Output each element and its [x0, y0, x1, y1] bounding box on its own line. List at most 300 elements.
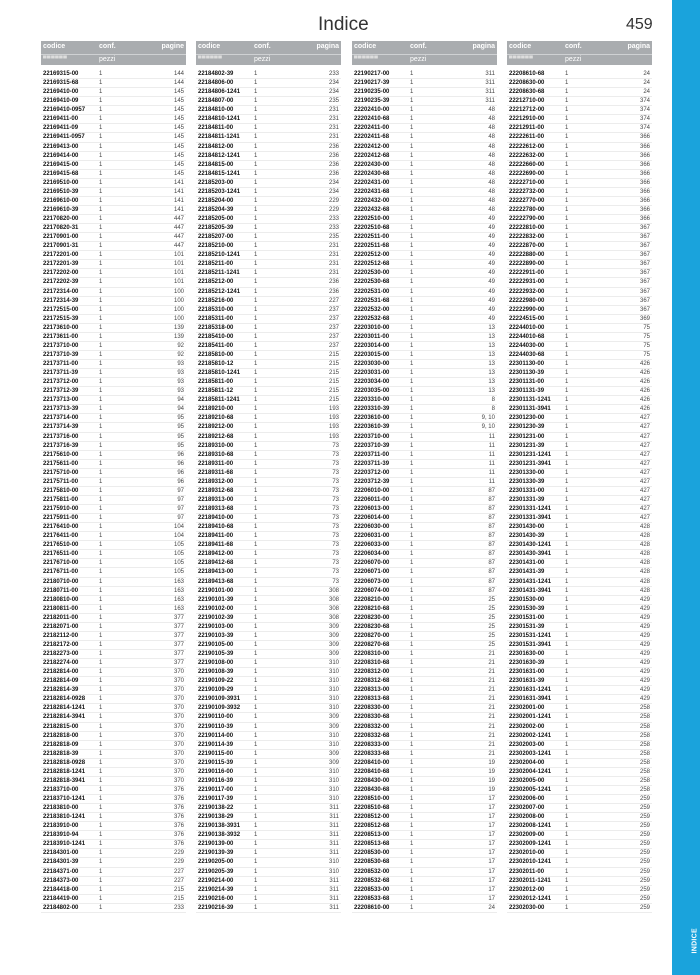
item-code: 22208510-68	[354, 805, 390, 812]
item-code: 22301431-00	[509, 560, 545, 567]
table-row	[196, 106, 341, 115]
page-ref: 100	[173, 288, 184, 295]
item-code: 22190109-3932	[198, 705, 241, 712]
page-ref: 193	[328, 424, 339, 431]
page-ref: 21	[488, 741, 495, 748]
pack-qty: 1	[99, 161, 103, 168]
page-ref: 310	[328, 859, 339, 866]
item-code: 22301231-3941	[509, 460, 552, 467]
page-ref: 370	[173, 678, 184, 685]
item-code: 22190102-39	[198, 614, 234, 621]
page-ref: 13	[488, 342, 495, 349]
pack-qty: 1	[410, 306, 414, 313]
table-row	[507, 478, 652, 487]
page-ref: 21	[488, 651, 495, 657]
table-row	[41, 895, 186, 904]
page-ref: 428	[639, 569, 650, 576]
table-row	[352, 206, 497, 215]
page-ref: 258	[639, 741, 650, 748]
pack-qty: 1	[410, 877, 414, 884]
page-ref: 8	[491, 406, 495, 413]
table-row	[352, 723, 497, 732]
table-row	[41, 333, 186, 342]
item-code: 22301531-3941	[509, 641, 552, 648]
page-ref: 309	[328, 750, 339, 757]
table-row	[352, 523, 497, 532]
table-row	[507, 686, 652, 695]
pack-qty: 1	[254, 506, 258, 512]
pack-qty: 1	[254, 904, 258, 911]
pack-qty: 1	[565, 841, 569, 848]
page-ref: 17	[488, 886, 495, 893]
pack-qty: 1	[254, 678, 258, 685]
item-code: 22208630-00	[509, 80, 545, 87]
item-code: 22301330-39	[509, 478, 545, 485]
item-code: 22302010-1241	[509, 859, 552, 866]
pack-qty: 1	[254, 370, 258, 377]
pack-qty: 1	[410, 678, 414, 685]
table-row	[352, 868, 497, 877]
table-row	[352, 478, 497, 487]
pack-qty: 1	[99, 234, 103, 241]
page-ref: 231	[328, 134, 339, 141]
page-ref: 308	[328, 587, 339, 594]
item-code: 22301230-39	[509, 424, 545, 431]
item-code: 22189311-68	[198, 469, 234, 476]
pack-qty: 1	[565, 859, 569, 866]
table-row	[196, 750, 341, 759]
page-ref: 96	[177, 451, 184, 458]
pack-qty: 1	[410, 288, 414, 295]
item-code: 22208530-00	[354, 850, 390, 857]
pack-qty: 1	[410, 442, 414, 449]
table-row	[41, 197, 186, 206]
page-ref: 101	[173, 279, 184, 286]
table-row	[507, 886, 652, 895]
table-row	[196, 858, 341, 867]
pack-qty: 1	[565, 125, 569, 132]
table-row	[41, 777, 186, 786]
item-code: 22222732-00	[509, 188, 545, 195]
column-subheader	[41, 54, 186, 65]
table-row	[507, 668, 652, 677]
pack-qty: 1	[254, 252, 258, 259]
pack-qty: 1	[410, 759, 414, 766]
table-row	[196, 587, 341, 596]
table-row	[352, 433, 497, 442]
pack-qty: 1	[99, 515, 103, 522]
item-code: 22172202-39	[43, 279, 79, 286]
table-row	[196, 514, 341, 523]
table-row	[41, 387, 186, 396]
page-ref: 193	[328, 415, 339, 422]
page-ref: 163	[173, 587, 184, 594]
page-ref: 21	[488, 723, 495, 730]
item-code: 22301130-00	[509, 361, 545, 367]
pack-qty: 1	[565, 496, 569, 503]
table-row	[196, 704, 341, 713]
item-code: 22185212-1241	[198, 288, 241, 295]
pack-qty: 1	[565, 397, 569, 404]
page-ref: 376	[173, 814, 184, 821]
item-code: 22302007-00	[509, 805, 545, 812]
item-code: 22184811-1241	[198, 134, 240, 141]
page-ref: 13	[488, 370, 495, 377]
table-row	[352, 605, 497, 614]
page-ref: 367	[639, 270, 650, 277]
table-row	[41, 886, 186, 895]
page-ref: 21	[488, 687, 495, 694]
pack-qty: 1	[565, 524, 569, 531]
item-code: 22173710-00	[43, 342, 79, 349]
table-row	[507, 315, 652, 324]
pack-qty: 1	[254, 850, 258, 857]
pack-qty: 1	[99, 841, 103, 848]
table-row	[196, 686, 341, 695]
pack-qty: 1	[565, 696, 569, 703]
page-ref: 236	[328, 143, 339, 150]
table-row	[507, 387, 652, 396]
table-row	[507, 541, 652, 550]
table-row	[41, 133, 186, 142]
side-tab-label: INDICE	[692, 928, 699, 954]
page-ref: 73	[332, 578, 339, 585]
table-row	[507, 868, 652, 877]
pack-qty: 1	[99, 333, 103, 340]
item-code: 22170901-00	[43, 234, 79, 241]
page-ref: 231	[328, 270, 339, 277]
page-ref: 259	[639, 814, 650, 821]
item-code: 22182818-1241	[43, 768, 86, 775]
item-code: 22169413-00	[43, 143, 79, 150]
item-code: 22183910-00	[43, 823, 79, 830]
page-ref: 25	[488, 623, 495, 630]
pack-qty: 1	[565, 814, 569, 821]
table-row	[196, 804, 341, 813]
item-code: 22169610-39	[43, 206, 79, 213]
page-ref: 426	[639, 361, 650, 367]
page-ref: 87	[488, 587, 495, 594]
table-row	[507, 79, 652, 88]
table-row	[352, 568, 497, 577]
header-conf-sub: pezzi	[254, 56, 271, 63]
pack-qty: 1	[565, 188, 569, 195]
page-ref: 310	[328, 687, 339, 694]
page-ref: 75	[643, 351, 650, 358]
item-code: 22190116-39	[198, 777, 234, 784]
page-ref: 97	[177, 506, 184, 512]
pack-qty: 1	[99, 216, 103, 222]
table-row	[41, 260, 186, 269]
item-code: 22190205-39	[198, 868, 234, 875]
page-ref: 95	[177, 415, 184, 422]
pack-qty: 1	[99, 551, 103, 558]
pack-qty: 1	[254, 216, 258, 222]
pack-qty: 1	[254, 89, 258, 96]
item-code: 22175811-00	[43, 496, 79, 503]
pack-qty: 1	[565, 904, 569, 911]
page-ref: 141	[173, 179, 184, 186]
page-ref: 21	[488, 750, 495, 757]
page-ref: 310	[328, 732, 339, 739]
pack-qty: 1	[254, 651, 258, 657]
pack-qty: 1	[565, 632, 569, 639]
page-ref: 428	[639, 524, 650, 531]
item-code: 22301531-1241	[509, 632, 552, 639]
pack-qty: 1	[565, 487, 569, 494]
page-ref: 49	[488, 270, 495, 277]
pack-qty: 1	[410, 768, 414, 775]
page-ref: 236	[328, 152, 339, 159]
table-row	[507, 170, 652, 179]
page-ref: 259	[639, 859, 650, 866]
page-ref: 145	[173, 125, 184, 132]
table-row	[507, 713, 652, 722]
item-code: 22185204-00	[198, 197, 234, 204]
pack-qty: 1	[565, 225, 569, 232]
table-row	[507, 768, 652, 777]
item-code: 22208333-68	[354, 750, 390, 757]
pack-qty: 1	[99, 442, 103, 449]
table-row	[196, 623, 341, 632]
page-ref: 19	[488, 786, 495, 793]
table-row	[507, 351, 652, 360]
pack-qty: 1	[565, 678, 569, 685]
item-code: 22301131-00	[509, 379, 545, 386]
item-code: 22202432-68	[354, 206, 390, 213]
page-ref: 370	[173, 669, 184, 676]
item-code: 22302003-00	[509, 741, 545, 748]
page-ref: 49	[488, 297, 495, 304]
item-code: 22301231-39	[509, 442, 545, 449]
page-ref: 97	[177, 496, 184, 503]
table-row	[352, 378, 497, 387]
page-ref: 370	[173, 687, 184, 694]
pack-qty: 1	[410, 134, 414, 141]
table-row	[507, 278, 652, 287]
table-row	[352, 215, 497, 224]
table-row	[507, 297, 652, 306]
item-code: 22176711-00	[43, 569, 79, 576]
page-ref: 48	[488, 116, 495, 123]
table-row	[196, 324, 341, 333]
page-ref: 100	[173, 297, 184, 304]
pack-qty: 1	[410, 868, 414, 875]
item-code: 22222790-00	[509, 216, 545, 222]
pack-qty: 1	[254, 125, 258, 132]
pack-qty: 1	[99, 433, 103, 440]
item-code: 22189313-00	[198, 496, 234, 503]
item-code: 22301331-39	[509, 496, 545, 503]
pack-qty: 1	[99, 116, 103, 123]
pack-qty: 1	[565, 107, 569, 114]
page-ref: 366	[639, 152, 650, 159]
item-code: 22183810-1241	[43, 814, 86, 821]
item-code: 22202430-00	[354, 161, 390, 168]
pack-qty: 1	[99, 306, 103, 313]
table-row	[507, 777, 652, 786]
table-row	[196, 133, 341, 142]
table-row	[41, 442, 186, 451]
item-code: 22189210-68	[198, 415, 234, 422]
item-code: 22208512-68	[354, 823, 390, 830]
pack-qty: 1	[99, 578, 103, 585]
table-row	[352, 886, 497, 895]
page-ref: 427	[639, 460, 650, 467]
column-header	[196, 41, 341, 54]
page-ref: 310	[328, 678, 339, 685]
pack-qty: 1	[99, 669, 103, 676]
table-row	[352, 732, 497, 741]
page-ref: 367	[639, 306, 650, 313]
item-code: 22202510-00	[354, 216, 390, 222]
item-code: 22189412-68	[198, 560, 234, 567]
page-ref: 370	[173, 768, 184, 775]
table-row	[196, 378, 341, 387]
page-ref: 370	[173, 777, 184, 784]
page-ref: 11	[488, 451, 495, 458]
page-ref: 49	[488, 261, 495, 268]
header-page: pagina	[316, 43, 339, 50]
page-ref: 258	[639, 723, 650, 730]
page-ref: 259	[639, 796, 650, 802]
table-row	[507, 750, 652, 759]
item-code: 22208513-00	[354, 832, 390, 839]
item-code: 22175910-00	[43, 506, 79, 512]
page-ref: 428	[639, 587, 650, 594]
item-code: 22190116-00	[198, 768, 234, 775]
item-code: 22208410-00	[354, 759, 390, 766]
table-row	[41, 523, 186, 532]
table-row	[41, 79, 186, 88]
pack-qty: 1	[410, 841, 414, 848]
item-code: 22169415-00	[43, 161, 79, 168]
item-code: 22185205-00	[198, 216, 234, 222]
pack-qty: 1	[99, 623, 103, 630]
page-ref: 429	[639, 605, 650, 612]
table-row	[41, 650, 186, 659]
table-row	[507, 360, 652, 369]
item-code: 22190216-00	[198, 895, 234, 902]
item-code: 22208610-68	[509, 71, 545, 77]
pack-qty: 1	[565, 143, 569, 150]
table-row	[352, 514, 497, 523]
page-ref: 310	[328, 696, 339, 703]
page-ref: 236	[328, 279, 339, 286]
item-code: 22202531-00	[354, 288, 390, 295]
pack-qty: 1	[565, 623, 569, 630]
table-row	[196, 414, 341, 423]
header-conf: conf.	[565, 43, 582, 50]
table-row	[41, 405, 186, 414]
table-row	[196, 723, 341, 732]
pack-qty: 1	[254, 288, 258, 295]
page-ref: 311	[329, 841, 339, 848]
item-code: 22301531-39	[509, 623, 545, 630]
page-ref: 259	[639, 841, 650, 848]
table-row	[41, 251, 186, 260]
table-row	[352, 677, 497, 686]
page-ref: 17	[488, 796, 495, 802]
page-ref: 215	[328, 379, 339, 386]
table-row	[196, 840, 341, 849]
table-row	[352, 659, 497, 668]
item-code: 22222770-00	[509, 197, 545, 204]
table-row	[41, 904, 186, 913]
table-row	[41, 732, 186, 741]
page-ref: 311	[329, 895, 339, 902]
page-ref: 428	[639, 542, 650, 549]
page-ref: 145	[173, 89, 184, 96]
item-code: 22182814-0928	[43, 696, 86, 703]
item-code: 22175610-00	[43, 451, 79, 458]
item-code: 22183710-1241	[43, 796, 86, 802]
pack-qty: 1	[565, 361, 569, 367]
pack-qty: 1	[254, 614, 258, 621]
table-row	[352, 777, 497, 786]
pack-qty: 1	[254, 315, 258, 322]
pack-qty: 1	[410, 641, 414, 648]
table-row	[41, 659, 186, 668]
pack-qty: 1	[565, 850, 569, 857]
table-row	[41, 596, 186, 605]
table-row	[352, 895, 497, 904]
item-code: 22212910-00	[509, 116, 545, 123]
pack-qty: 1	[99, 225, 103, 232]
item-code: 22190109-3931	[198, 696, 241, 703]
item-code: 22202531-68	[354, 297, 390, 304]
table-row	[507, 333, 652, 342]
table-row	[507, 188, 652, 197]
page-ref: 366	[639, 179, 650, 186]
pack-qty: 1	[254, 796, 258, 802]
item-code: 22185211-1241	[198, 270, 240, 277]
table-row	[352, 414, 497, 423]
pack-qty: 1	[565, 506, 569, 512]
table-row	[352, 315, 497, 324]
item-code: 22222980-00	[509, 297, 545, 304]
pack-qty: 1	[410, 805, 414, 812]
pack-qty: 1	[254, 351, 258, 358]
pack-qty: 1	[254, 877, 258, 884]
page-ref: 73	[332, 460, 339, 467]
pack-qty: 1	[410, 506, 414, 512]
item-code: 22173716-00	[43, 433, 79, 440]
item-code: 22208312-68	[354, 678, 390, 685]
page-ref: 13	[488, 324, 495, 331]
pack-qty: 1	[254, 859, 258, 866]
table-row	[196, 351, 341, 360]
table-row	[196, 197, 341, 206]
item-code: 22208210-68	[354, 605, 390, 612]
item-code: 22203712-00	[354, 469, 390, 476]
item-code: 22302011-00	[509, 868, 545, 875]
table-row	[41, 741, 186, 750]
table-row	[196, 342, 341, 351]
pack-qty: 1	[99, 904, 103, 911]
page-ref: 21	[488, 705, 495, 712]
page-ref: 376	[173, 805, 184, 812]
page-ref: 17	[488, 841, 495, 848]
item-code: 22202412-68	[354, 152, 390, 159]
pack-qty: 1	[565, 261, 569, 268]
item-code: 22208430-00	[354, 777, 390, 784]
table-row	[41, 315, 186, 324]
item-code: 22222990-00	[509, 306, 545, 313]
item-code: 22202532-68	[354, 315, 390, 322]
pack-qty: 1	[99, 252, 103, 259]
pack-qty: 1	[410, 197, 414, 204]
